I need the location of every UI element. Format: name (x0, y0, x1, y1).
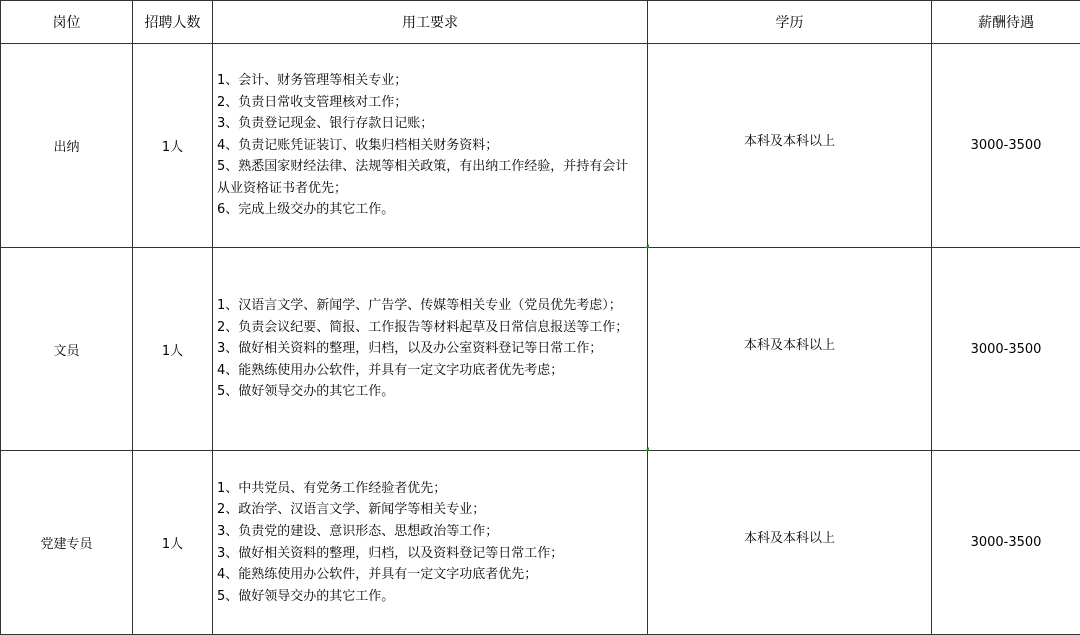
requirement-line: 3、做好相关资料的整理，归档，以及资料登记等日常工作； (217, 543, 641, 565)
table-row (1, 248, 1080, 451)
requirement-line: 4、负责记账凭证装订、收集归档相关财务资料； (217, 135, 641, 157)
requirement-line: 1、中共党员、有党务工作经验者优先； (217, 478, 641, 500)
requirement-line: 3、负责登记现金、银行存款日记账； (217, 113, 641, 135)
cell-salary: 3000-3500 (932, 248, 1080, 451)
requirement-line: 5、做好领导交办的其它工作。 (217, 586, 641, 608)
header-requirements: 用工要求 (213, 1, 648, 44)
cell-count: 1人 (133, 248, 213, 451)
header-row (1, 1, 1080, 44)
cell-education (648, 44, 932, 248)
requirement-line: 5、做好领导交办的其它工作。 (217, 381, 641, 403)
cell-education (648, 451, 932, 635)
requirement-line: 3、做好相关资料的整理，归档，以及办公室资料登记等日常工作； (217, 338, 641, 360)
header-position: 岗位 (1, 1, 133, 44)
cell-requirements (213, 451, 648, 635)
cell-salary: 3000-3500 (932, 451, 1080, 635)
education-text: 本科及本科以上 (744, 531, 835, 546)
table-row (1, 44, 1080, 248)
education-text: 本科及本科以上 (744, 338, 835, 353)
cell-salary: 3000-3500 (932, 44, 1080, 248)
cell-requirements (213, 248, 648, 451)
requirement-line: 1、汉语言文学、新闻学、广告学、传媒等相关专业（党员优先考虑）； (217, 295, 641, 317)
requirement-line: 4、能熟练使用办公软件，并具有一定文字功底者优先； (217, 564, 641, 586)
requirement-line: 1、会计、财务管理等相关专业； (217, 70, 641, 92)
header-education: 学历 (648, 1, 932, 44)
cell-position: 出纳 (1, 44, 133, 248)
requirement-line: 5、熟悉国家财经法律、法规等相关政策，有出纳工作经验，并持有会计从业资格证书者优先； (217, 156, 641, 199)
table-row (1, 451, 1080, 635)
requirement-line: 4、能熟练使用办公软件，并具有一定文字功底者优先考虑； (217, 360, 641, 382)
education-text: 本科及本科以上 (744, 134, 835, 149)
cell-requirements (213, 44, 648, 248)
cell-count: 1人 (133, 451, 213, 635)
cell-education (648, 248, 932, 451)
requirement-line: 2、政治学、汉语言文学、新闻学等相关专业； (217, 499, 641, 521)
requirement-line: 2、负责会议纪要、简报、工作报告等材料起草及日常信息报送等工作； (217, 317, 641, 339)
cell-count: 1人 (133, 44, 213, 248)
requirement-line: 2、负责日常收支管理核对工作； (217, 92, 641, 114)
header-salary: 薪酬待遇 (932, 1, 1080, 44)
cell-position: 党建专员 (1, 451, 133, 635)
cell-position: 文员 (1, 248, 133, 451)
requirement-line: 3、负责党的建设、意识形态、思想政治等工作； (217, 521, 641, 543)
header-count: 招聘人数 (133, 1, 213, 44)
requirement-line: 6、完成上级交办的其它工作。 (217, 199, 641, 221)
